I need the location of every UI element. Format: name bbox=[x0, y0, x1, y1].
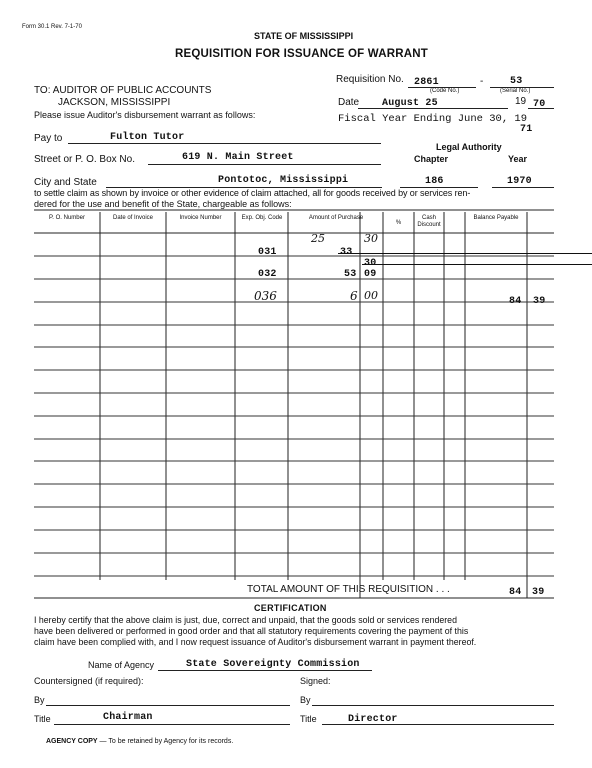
footer-note bbox=[46, 738, 233, 745]
amount-dollars-handwritten: 25 bbox=[311, 232, 325, 245]
col-header-exp-code: Exp. Obj. Code bbox=[241, 215, 283, 221]
form-number: Form 30.1 Rev. 7-1-70 bbox=[22, 24, 82, 30]
amount-dollars-row1: 33 bbox=[340, 247, 592, 258]
col-header-date-invoice: Date of Invoice bbox=[112, 215, 154, 221]
amount-cents-row2: 09 bbox=[364, 269, 377, 280]
street-label: Street or P. O. Box No. bbox=[34, 154, 135, 165]
title-label-right: Title bbox=[300, 714, 317, 724]
exp-code-row3-handwritten: 036 bbox=[254, 289, 277, 303]
amount-dollars-row2: 53 bbox=[344, 269, 357, 280]
col-header-cash-discount: Cash Discount bbox=[417, 215, 441, 228]
city-label: City and State bbox=[34, 177, 97, 188]
agency-name-value: State Sovereignty Commission bbox=[186, 659, 360, 670]
pay-to-value: Fulton Tutor bbox=[110, 132, 185, 143]
requisition-serial-value: 53 bbox=[510, 76, 523, 87]
footer-copy-label: AGENCY COPY bbox=[46, 738, 98, 745]
by-line-left bbox=[46, 705, 290, 706]
title-label-left: Title bbox=[34, 714, 51, 724]
state-heading: STATE OF MISSISSIPPI bbox=[254, 31, 354, 41]
amount-cents-row3-handwritten: 00 bbox=[364, 289, 378, 302]
title-value-left: Chairman bbox=[103, 712, 153, 723]
addressee-line2: JACKSON, MISSISSIPPI bbox=[58, 97, 171, 108]
col-header-percent: % bbox=[395, 220, 402, 226]
exp-code-row1: 031 bbox=[258, 247, 277, 258]
total-cents: 39 bbox=[532, 587, 545, 598]
agency-name-line bbox=[158, 670, 372, 671]
certification-title: CERTIFICATION bbox=[254, 603, 327, 613]
pay-to-label: Pay to bbox=[34, 133, 63, 144]
certification-line2: have been delivered or performed in good order and that all statutory requirements covering the payment of this bbox=[34, 626, 469, 636]
date-year-value: 70 bbox=[533, 99, 546, 110]
total-label: TOTAL AMOUNT OF THIS REQUISITION . . . bbox=[247, 584, 450, 595]
col-header-po: P. O. Number bbox=[49, 215, 85, 221]
col-header-balance: Balance Payable bbox=[473, 215, 519, 221]
title-value-right: Director bbox=[348, 714, 398, 725]
col-header-amount: Amount of Purchase bbox=[308, 215, 364, 221]
chapter-label: Chapter bbox=[414, 154, 449, 164]
col-header-invoice-number: Invoice Number bbox=[179, 215, 222, 221]
amount-cents-handwritten: 30 bbox=[364, 232, 378, 245]
by-label-right: By bbox=[300, 695, 311, 705]
signed-label: Signed: bbox=[300, 676, 331, 686]
total-dollars: 84 bbox=[509, 587, 522, 598]
requisition-code-caption: (Code No.) bbox=[430, 88, 460, 94]
year-value: 1970 bbox=[507, 176, 532, 187]
street-value: 619 N. Main Street bbox=[182, 152, 294, 163]
fiscal-year-value: 71 bbox=[520, 124, 533, 135]
certification-line3: claim have been complied with, and I now request issuance of Auditor's disbursement warrant in payment thereof. bbox=[34, 637, 477, 647]
requisition-serial-caption: (Serial No.) bbox=[500, 88, 531, 94]
addressee-instruction: Please issue Auditor's disbursement warrant as follows: bbox=[34, 110, 256, 120]
fiscal-year-text: Fiscal Year Ending June 30, 19 bbox=[338, 113, 528, 125]
settle-text-line1: to settle claim as shown by invoice or other evidence of claim attached, all for goods received by or services ren- bbox=[34, 188, 471, 198]
exp-code-row2: 032 bbox=[258, 269, 277, 280]
settle-text-line2: dered for the use and benefit of the State, chargeable as follows: bbox=[34, 199, 292, 209]
agency-name-label: Name of Agency bbox=[88, 660, 155, 670]
balance-cents: 39 bbox=[533, 296, 546, 307]
by-label-left: By bbox=[34, 695, 45, 705]
title-line-left bbox=[54, 724, 290, 725]
date-year-prefix: 19 bbox=[515, 96, 527, 107]
certification-line1: I hereby certify that the above claim is just, due, correct and unpaid, that the goods sold or services rendered bbox=[34, 615, 457, 625]
by-line-right bbox=[312, 705, 554, 706]
amount-dollars-row3-handwritten: 6 bbox=[350, 289, 358, 303]
addressee-line1: TO: AUDITOR OF PUBLIC ACCOUNTS bbox=[34, 85, 212, 96]
city-value: Pontotoc, Mississippi bbox=[218, 175, 349, 186]
requisition-label: Requisition No. bbox=[336, 74, 404, 85]
footer-copy-note: — To be retained by Agency for its records. bbox=[97, 738, 234, 745]
year-label: Year bbox=[508, 154, 528, 164]
amount-cents-row1: 30 bbox=[364, 258, 592, 269]
chapter-value: 186 bbox=[425, 176, 444, 187]
legal-authority-label: Legal Authority bbox=[436, 142, 502, 152]
requisition-code-value: 2861 bbox=[414, 77, 439, 88]
date-label: Date bbox=[338, 97, 360, 108]
balance-dollars: 84 bbox=[509, 296, 522, 307]
date-value: August 25 bbox=[382, 98, 438, 109]
requisition-dash: - bbox=[480, 76, 484, 87]
page-title: REQUISITION FOR ISSUANCE OF WARRANT bbox=[175, 48, 428, 60]
countersigned-label: Countersigned (if required): bbox=[34, 676, 144, 686]
